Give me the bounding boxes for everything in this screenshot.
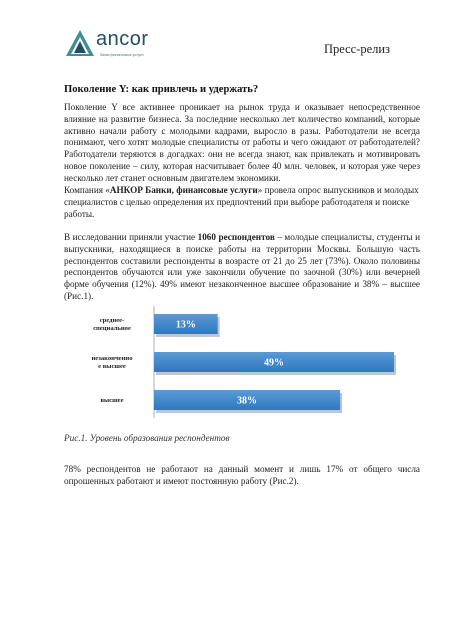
- doc-type-label: Пресс-релиз: [323, 42, 390, 56]
- respondent-count: 1060 респондентов: [197, 232, 275, 242]
- category-label-1: среднее-специальное: [93, 317, 131, 332]
- paragraph-research-text-1: В исследовании приняли участие: [64, 232, 198, 242]
- article-title: Поколение Y: как привлечь и удержать?: [64, 84, 259, 95]
- paragraph-employment: 78% респондентов не работают на данный момент и лишь 17% от общего числа опрошенных работают и имеют постоянную работу (Рис.2).: [64, 464, 420, 486]
- company-logo: [60, 26, 180, 72]
- education-chart-svg: [72, 300, 412, 428]
- company-name: АНКОР Банки, финансовые услуги: [109, 185, 258, 195]
- category-label-3: высшее: [100, 397, 124, 404]
- paragraph-research: [64, 232, 420, 303]
- bar-value-label-3: 38%: [237, 395, 258, 407]
- paragraph-company-text-2: » провела опрос выпускников и молодых специалистов с целью определения их предпочтений при выборе работодателя и поиске работы.: [64, 185, 419, 219]
- logo-wordmark: ancor: [96, 28, 149, 50]
- paragraph-company: [64, 185, 420, 220]
- figure-caption: Рис.1. Уровень образования респондентов: [64, 433, 230, 443]
- paragraph-intro: Поколение Y все активнее проникает на рынок труда и оказывает непосредственное влияние на развитие бизнеса. За последние несколько лет количество компаний, которые активно начали работу с молодыми кадрами, выросло в разы. Работодатели не всегда понимают, чего хотят молодые специалисты от работы и чего ожидают от работодателей? Работодатели теряются в догадках: они не всегда знают, как привлекать и мотивировать новое поколение – силу, которая насчитывает более 40 млн. человек, и которая уже через несколько лет станет основным двигателем экономики.: [64, 102, 420, 183]
- category-label-2: незаконченно е высшее: [91, 355, 133, 370]
- page-header: [60, 20, 390, 70]
- bar-value-label-2: 49%: [264, 357, 284, 369]
- paragraph-company-text-1: Компания «: [64, 185, 110, 195]
- bar-value-label-1: 13%: [175, 319, 196, 331]
- education-chart: [72, 300, 412, 428]
- paragraph-research-text-2: – молодые специалисты, студенты и выпускники, находящиеся в поиске работы на территории Москвы. Большую часть респондентов составили респонденты в возрасте от 21 до 25 лет (73%). Около половины респондентов обучаются или уже закончили обучение по заочной (30%) или вечерней форме обучения (12%). 49% имеют незаконченное высшее образование и 38% – высшее (Рис.1).: [64, 232, 421, 301]
- logo-mark-icon: [64, 28, 96, 60]
- logo-tagline: банки финансовые услуги: [100, 53, 144, 57]
